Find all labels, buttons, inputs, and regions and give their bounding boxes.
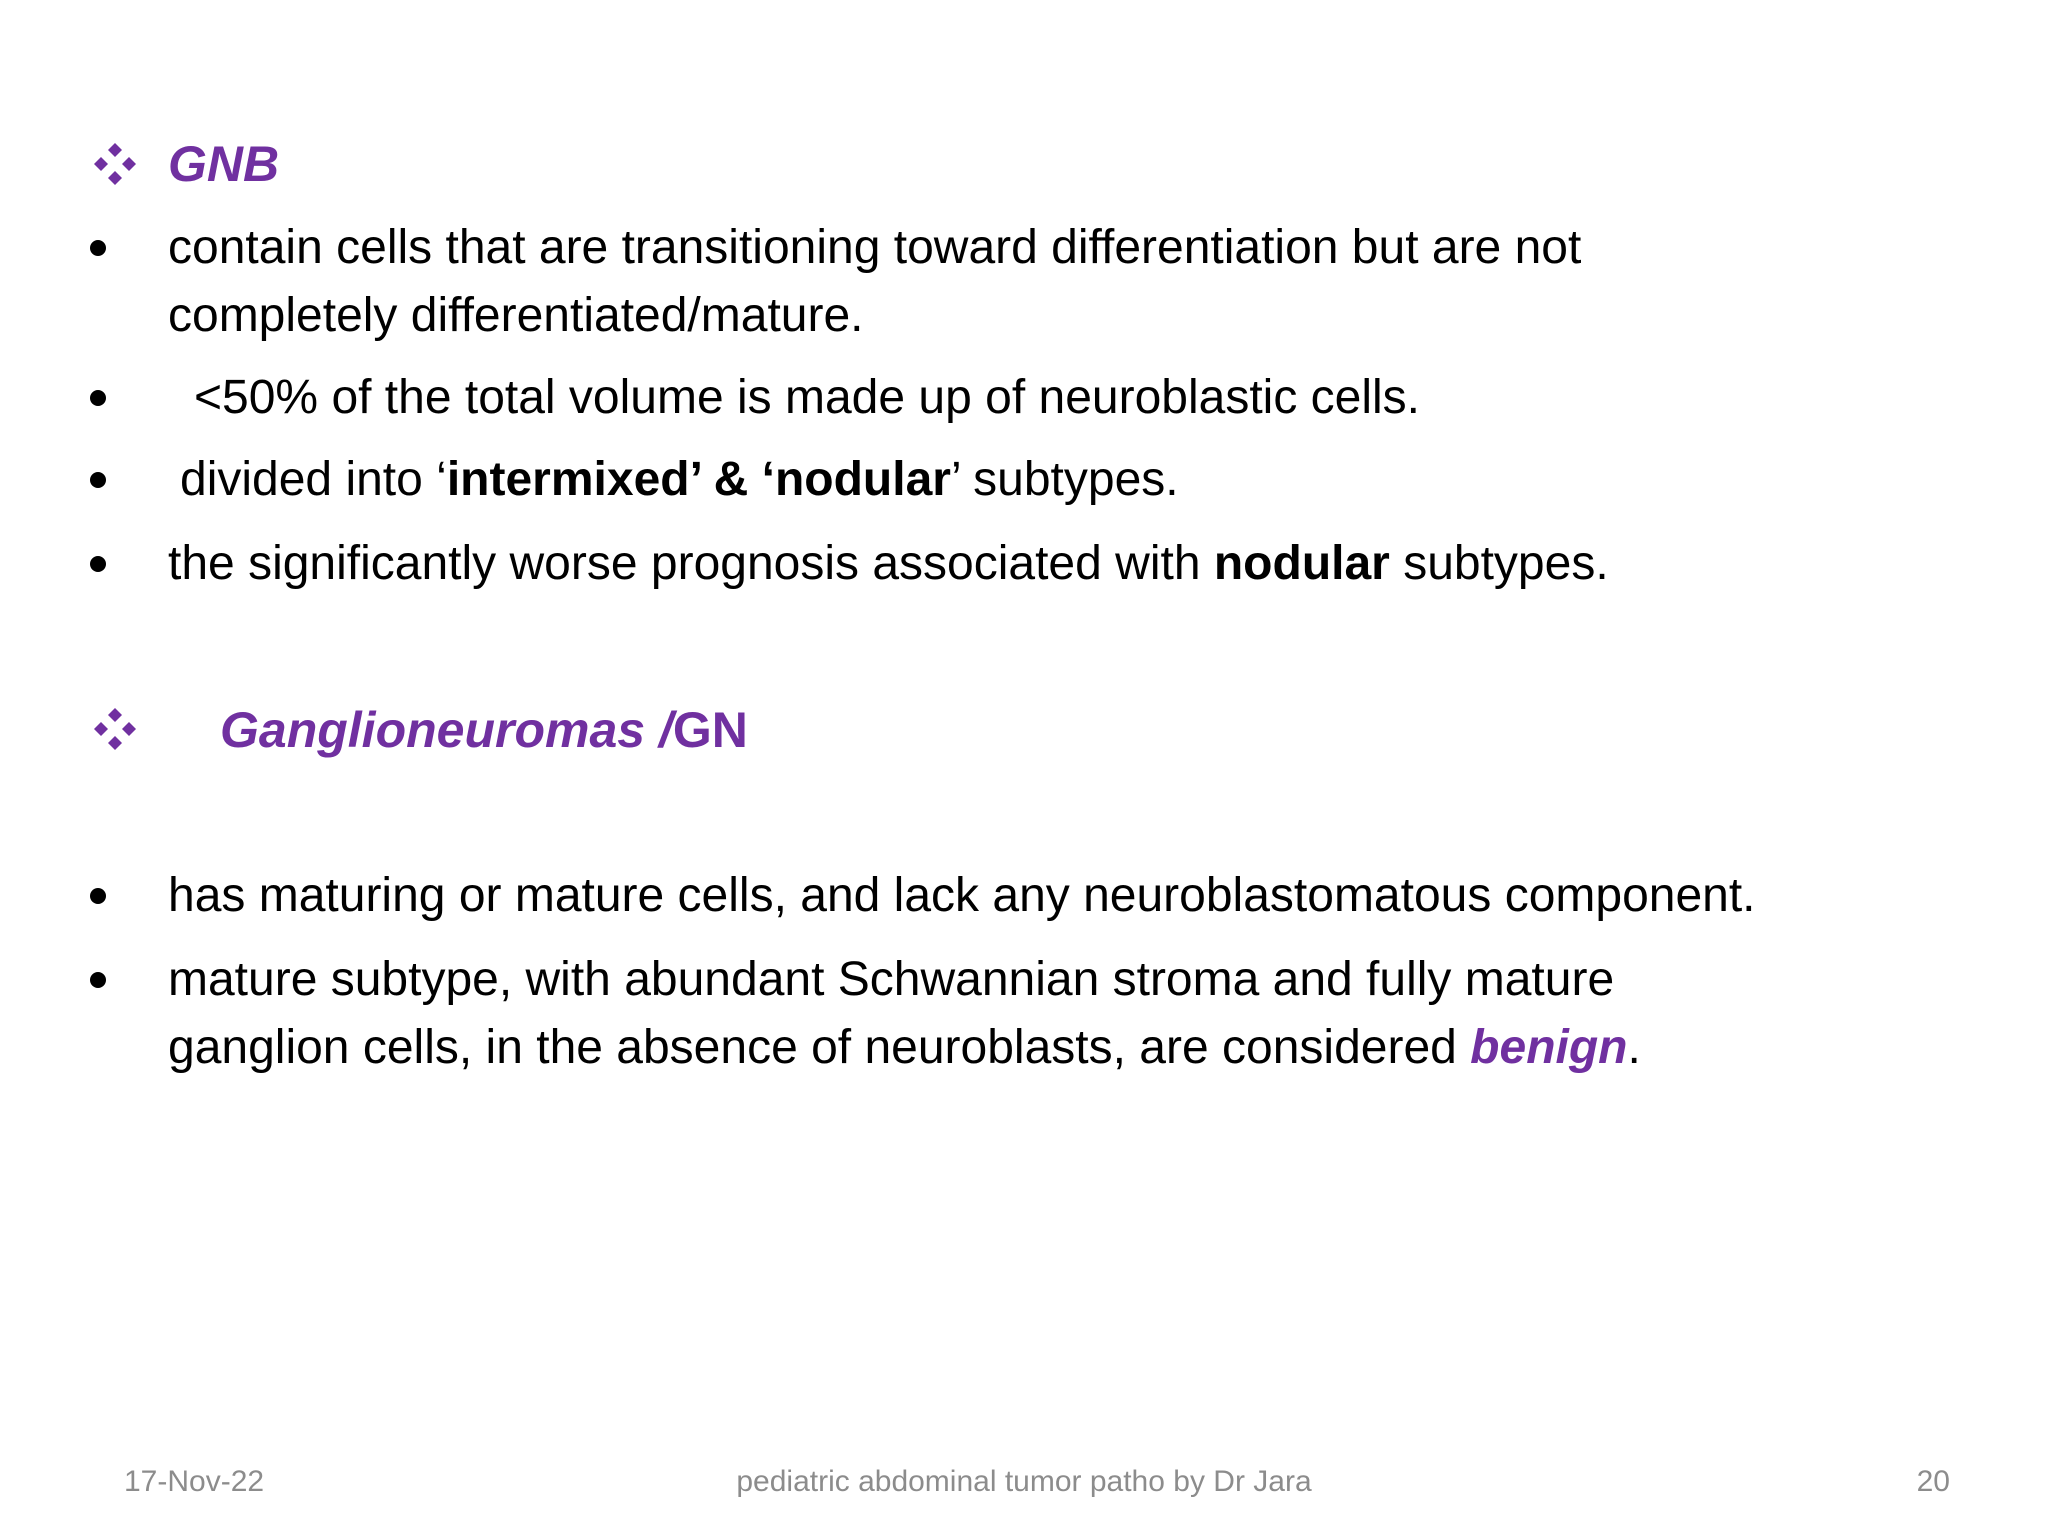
gn-bullet-2-line-2-suffix: . xyxy=(1627,1021,1641,1074)
section-heading-gn xyxy=(220,700,748,760)
bullet-dot-icon xyxy=(90,240,106,256)
footer-date: 17-Nov-22 xyxy=(124,1465,265,1498)
footer-page-number: 20 xyxy=(1916,1465,1950,1498)
gnb-bullet-3-suffix: ’ subtypes. xyxy=(950,453,1179,506)
bullet-dot-icon xyxy=(90,472,106,488)
footer-title: pediatric abdominal tumor patho by Dr Jara xyxy=(736,1465,1312,1498)
bullet-dot-icon xyxy=(90,390,106,406)
gn-bullet-2-line-1: mature subtype, with abundant Schwannian stroma and fully mature xyxy=(168,953,1615,1006)
gn-bullet-2-line-2 xyxy=(168,1014,1641,1082)
gnb-bullet-2: <50% of the total volume is made up of neuroblastic cells. xyxy=(194,371,1421,424)
bullet-dot-icon xyxy=(90,888,106,904)
gn-bullet-1: has maturing or mature cells, and lack any neuroblastomatous component. xyxy=(168,869,1756,922)
gnb-bullet-1-line-1: contain cells that are transitioning toward differentiation but are not xyxy=(168,221,1582,274)
gnb-bullet-1-line-2: completely differentiated/mature. xyxy=(168,289,864,342)
section-heading-gnb: GNB xyxy=(168,136,280,192)
gnb-bullet-3 xyxy=(180,446,1179,514)
gnb-bullet-4-bold: nodular xyxy=(1213,537,1390,590)
gnb-bullet-4-prefix: the significantly worse prognosis associated with xyxy=(168,537,1214,590)
section-heading-gn-italic: Ganglioneuromas / xyxy=(220,702,673,758)
bullet-dot-icon xyxy=(90,972,106,988)
four-diamond-icon xyxy=(92,706,138,752)
gnb-bullet-3-bold: intermixed’ & ‘nodular xyxy=(446,453,951,506)
bullet-dot-icon xyxy=(90,556,106,572)
four-diamond-icon xyxy=(92,141,138,187)
gnb-bullet-3-prefix: divided into ‘ xyxy=(180,453,447,506)
gnb-bullet-4-suffix: subtypes. xyxy=(1389,537,1609,590)
benign-emphasis: benign xyxy=(1470,1021,1628,1074)
gnb-bullet-4 xyxy=(168,530,1609,598)
section-heading-gn-abbrev: GN xyxy=(672,702,748,758)
gn-bullet-2-line-2-prefix: ganglion cells, in the absence of neuroblasts, are considered xyxy=(168,1021,1471,1074)
